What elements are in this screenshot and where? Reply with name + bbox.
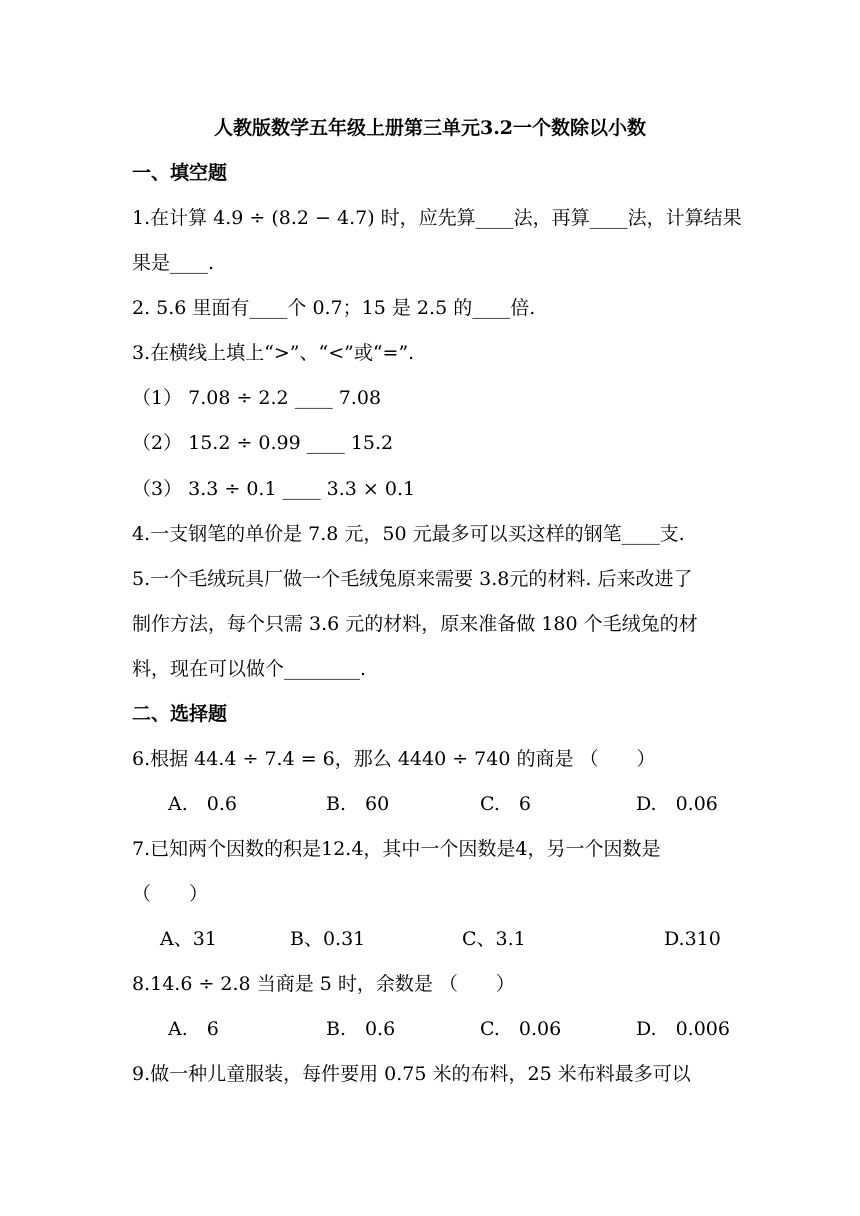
question-8-option-c: C. 0.06 bbox=[480, 1018, 562, 1040]
question-8-option-b: B. 0.6 bbox=[326, 1018, 396, 1040]
question-2: 2. 5.6 里面有____个 0.7；15 是 2.5 的____倍. bbox=[132, 297, 536, 319]
question-3-item-3: （3） 3.3 ÷ 0.1 ____ 3.3 × 0.1 bbox=[132, 478, 416, 500]
question-6-stem: 6.根据 44.4 ÷ 7.4 = 6，那么 4440 ÷ 740 的商是 （ ） bbox=[132, 748, 656, 770]
question-8-option-d: D. 0.006 bbox=[636, 1018, 730, 1040]
question-3-item-2: （2） 15.2 ÷ 0.99 ____ 15.2 bbox=[132, 432, 394, 454]
question-5-line-2: 制作方法，每个只需 3.6 元的材料，原来准备做 180 个毛绒兔的材 bbox=[132, 613, 698, 635]
question-7-option-d: D.310 bbox=[664, 928, 721, 950]
question-6-option-b: B. 60 bbox=[326, 793, 390, 815]
question-8-option-a: A. 6 bbox=[168, 1018, 219, 1040]
question-1-line-2: 果是____. bbox=[132, 252, 215, 274]
question-7-option-b: B、0.31 bbox=[290, 928, 366, 950]
question-7-line-2: （ ） bbox=[132, 883, 209, 905]
question-7-option-a: A、31 bbox=[160, 928, 217, 950]
section-heading-choice: 二、选择题 bbox=[132, 703, 228, 725]
question-6-option-a: A. 0.6 bbox=[168, 793, 237, 815]
question-8-stem: 8.14.6 ÷ 2.8 当商是 5 时，余数是 （ ） bbox=[132, 973, 515, 995]
question-5-line-1: 5.一个毛绒玩具厂做一个毛绒兔原来需要 3.8元的材料. 后来改进了 bbox=[132, 568, 693, 590]
question-3-stem: 3.在横线上填上“>”、“<”或“=”. bbox=[132, 342, 415, 364]
section-heading-fill-in: 一、填空题 bbox=[132, 162, 228, 184]
question-7-line-1: 7.已知两个因数的积是12.4，其中一个因数是4，另一个因数是 bbox=[132, 838, 661, 860]
question-4: 4.一支钢笔的单价是 7.8 元，50 元最多可以买这样的钢笔____支. bbox=[132, 523, 685, 545]
question-3-item-1: （1） 7.08 ÷ 2.2 ____ 7.08 bbox=[132, 387, 382, 409]
document-title: 人教版数学五年级上册第三单元3.2一个数除以小数 bbox=[213, 117, 647, 139]
question-1-line-1: 1.在计算 4.9 ÷ (8.2 − 4.7) 时，应先算____法，再算____法，计算结果 bbox=[132, 207, 742, 229]
question-5-line-3: 料，现在可以做个________. bbox=[132, 658, 367, 680]
question-6-option-d: D. 0.06 bbox=[636, 793, 718, 815]
question-6-option-c: C. 6 bbox=[480, 793, 531, 815]
question-9-line-1: 9.做一种儿童服装，每件要用 0.75 米的布料，25 米布料最多可以 bbox=[132, 1063, 691, 1085]
question-7-option-c: C、3.1 bbox=[462, 928, 526, 950]
